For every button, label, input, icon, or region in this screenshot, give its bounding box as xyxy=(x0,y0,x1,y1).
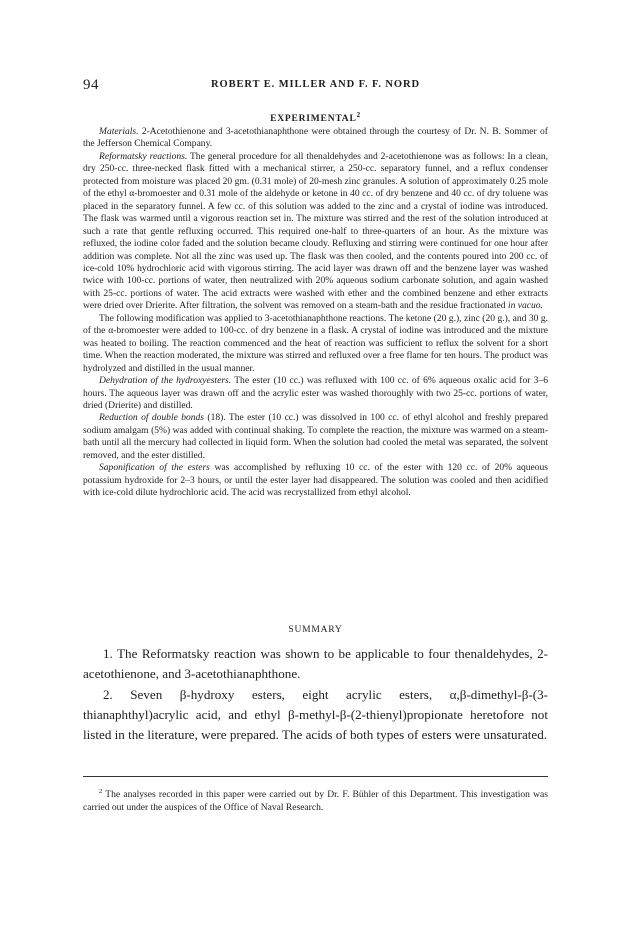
reduction-text: (18). The ester (10 cc.) was dissolved in 100 cc. of ethyl alcohol and freshly prepared sodium amalgam (5%) was added with continual shaking. To complete the reaction, the mixture was warmed on a steam-bath until all the mercury had collected in liquid form. When the solution had cooled the metal was separated, the solvent removed, and the ester distilled. xyxy=(83,412,548,461)
footnote-rule xyxy=(83,776,548,777)
materials-text: 2-Acetothienone and 3-acetothianaphthone were obtained through the courtesy of Dr. N. B. Sommer of the Jefferson Chemical Company. xyxy=(83,126,548,150)
summary-heading: SUMMARY xyxy=(288,625,343,635)
page-number: 94 xyxy=(83,77,99,93)
footnote-reference: 2 xyxy=(356,111,361,119)
modification-paragraph: The following modification was applied to 3-acetothianaphthone reactions. The ketone (20 g.), zinc (20 g.), and 30 g. of the α-bromoester were added to 100-cc. of dry benzene in a flask. A crystal of iodine was introduced and the mixture was heated to boiling. The reaction commenced and the heat of reaction was sufficient to reflux the solvent for a short time. When the reaction moderated, the mixture was stirred and refluxed over a free flame for ten hours. The product was hydrolyzed and distilled in the usual manner. xyxy=(83,312,548,374)
dehydration-paragraph xyxy=(83,375,548,412)
reformatsky-paragraph xyxy=(83,151,548,313)
summary-item-1: 1. The Reformatsky reaction was shown to be applicable to four thenaldehydes, 2-acetothienone, and 3-acetothianaphthone. xyxy=(83,646,548,682)
summary-body xyxy=(83,644,548,745)
footnote-paragraph xyxy=(83,786,548,814)
saponification-paragraph xyxy=(83,462,548,499)
running-head xyxy=(83,77,548,93)
saponification-text: was accomplished by refluxing 10 cc. of the ester with 120 cc. of 20% aqueous potassium hydroxide for 2–3 hours, or until the ester layer had disappeared. The solution was cooled and then acidified with ice-cold dilute hydrochloric acid. The acid was recrystallized from ethyl alcohol. xyxy=(83,462,548,499)
reduction-label: Reduction of double bonds xyxy=(99,412,205,424)
reduction-paragraph xyxy=(83,412,548,462)
footnote-text: The analyses recorded in this paper were carried out by Dr. F. Bühler of this Department. This investigation was carried out under the auspices of the Office of Naval Research. xyxy=(83,789,548,813)
saponification-label: Saponification of the esters xyxy=(99,462,210,474)
dehydration-text: The ester (10 cc.) was refluxed with 100 cc. of 6% aqueous oxalic acid for 3–6 hours. The aqueous layer was drawn off and the acrylic ester was washed thoroughly with two 25-cc. portions of water, dried (Drierite) and distilled. xyxy=(83,375,548,411)
dehydration-label: Dehydration of the hydroxyesters. xyxy=(99,375,232,387)
experimental-heading-text: EXPERIMENTAL xyxy=(270,114,357,125)
materials-paragraph xyxy=(83,126,548,151)
materials-label: Materials. xyxy=(99,126,139,137)
reformatsky-label: Reformatsky reactions. xyxy=(99,150,188,162)
reformatsky-text: The general procedure for all thenaldehydes and 2-acetothienone was as follows: In a clean, dry 250-cc. three-necked flask fitted with a mechanical stirrer, a 250-cc. separatory funnel, and a reflux condenser protected from moisture was placed 20 gm. (0.31 mole) of 20-mesh zinc granules. A solution of approximately 0.25 mole of the ethyl α-bromoester and 0.31 mole of the aldehyde or ketone in 40 cc. of dry benzene and 40 cc. of dry toluene was placed in the separatory funnel. A few cc. of this solution was added to the zinc and a crystal of iodine was introduced. The flask was warmed until a vigorous reaction set in. The mixture was stirred and the rest of the solution introduced at such a rate that gentle refluxing occurred. This required one-half to three-quarters of an hour. As the mixture was refluxed, the iodine color faded and the solution became cloudy. Refluxing and stirring were continued for one hour after addition was complete. Not all the zinc was used up. The flask was then cooled, and the contents poured into 200 cc. of ice-cold 10% hydrochloric acid with vigorous stirring. The acid layer was drawn off and the benzene layer was washed twice with 100-cc. portions of water, then neutralized with 20% aqueous sodium carbonate solution, and again washed with 25-cc. portions of water. The acid extracts were washed with ether and the combined benzene and ether extracts were dried over Drierite. After filtration, the solvent was removed on a steam-bath and the residue fractionated xyxy=(83,150,548,312)
summary-item-2: 2. Seven β-hydroxy esters, eight acrylic esters, α,β-dimethyl-β-(3-thianaphthyl)acrylic acid, and ethyl β-methyl-β-(2-thienyl)propionate heretofore not listed in the literature, were prepared. The acids of both types of esters were unsaturated. xyxy=(83,686,548,743)
running-head-authors: ROBERT E. MILLER AND F. F. NORD xyxy=(211,79,420,90)
footnote xyxy=(83,786,548,814)
experimental-body xyxy=(83,126,548,500)
footnote-marker: 2 xyxy=(99,788,103,795)
experimental-heading xyxy=(83,111,548,124)
reformatsky-in-vacuo: in vacuo. xyxy=(507,300,543,312)
